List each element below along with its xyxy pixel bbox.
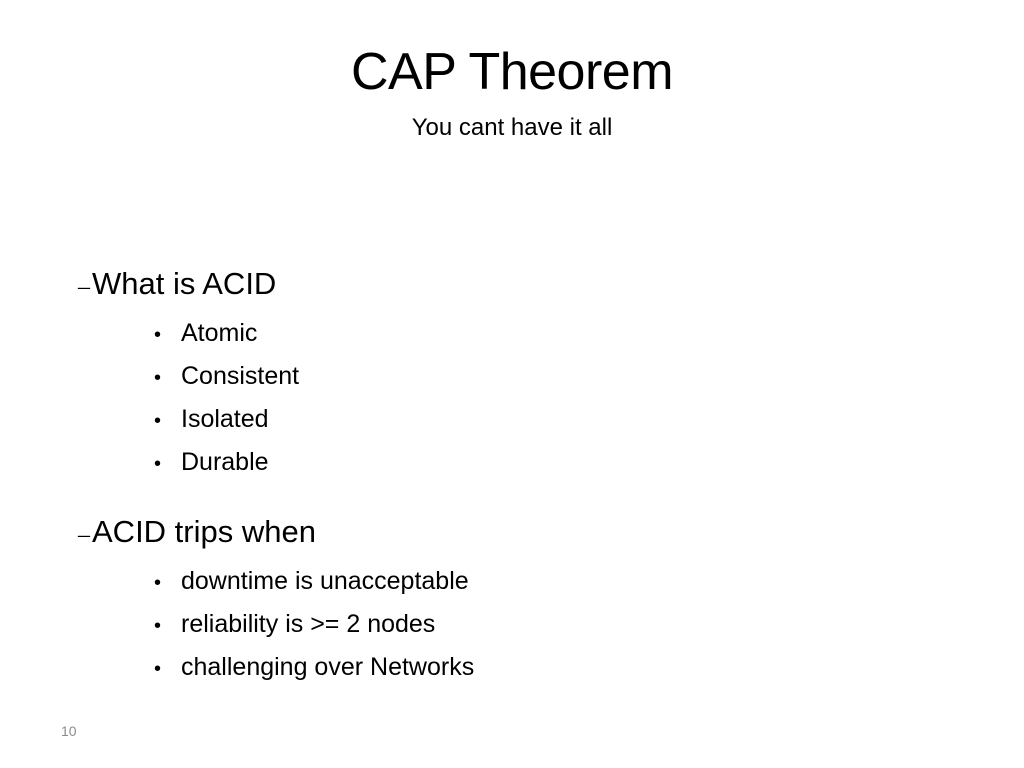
section-heading xyxy=(78,512,958,555)
bullet-text: reliability is >= 2 nodes xyxy=(181,610,436,638)
bullet-item xyxy=(154,313,958,356)
bullet-item xyxy=(154,356,958,399)
bullet-item xyxy=(154,399,958,442)
slide-title: CAP Theorem xyxy=(350,43,674,101)
bullet-icon: • xyxy=(154,410,162,432)
bullet-text: challenging over Networks xyxy=(181,653,475,681)
section-heading-text: What is ACID xyxy=(92,266,277,301)
section-heading-text: ACID trips when xyxy=(92,514,316,549)
bullet-text: Atomic xyxy=(181,319,258,347)
dash-marker: – xyxy=(78,274,90,300)
section-what-is-acid xyxy=(78,264,958,485)
bullet-icon: • xyxy=(154,324,162,346)
bullet-icon: • xyxy=(154,658,162,680)
slide-subtitle: You cant have it all xyxy=(411,114,613,141)
bullet-list xyxy=(78,561,958,690)
bullet-text: downtime is unacceptable xyxy=(181,567,469,595)
slide-body xyxy=(78,264,958,690)
bullet-list xyxy=(78,313,958,485)
bullet-text: Consistent xyxy=(181,362,300,390)
bullet-icon: • xyxy=(154,572,162,594)
bullet-item xyxy=(154,647,958,690)
dash-marker: – xyxy=(78,522,90,548)
bullet-item xyxy=(154,442,958,485)
bullet-icon: • xyxy=(154,367,162,389)
bullet-item xyxy=(154,604,958,647)
slide-number: 10 xyxy=(61,723,77,739)
bullet-icon: • xyxy=(154,453,162,475)
section-heading xyxy=(78,264,958,307)
section-acid-trips-when xyxy=(78,512,958,690)
bullet-icon: • xyxy=(154,615,162,637)
bullet-text: Isolated xyxy=(181,405,269,433)
bullet-text: Durable xyxy=(181,448,269,476)
bullet-item xyxy=(154,561,958,604)
